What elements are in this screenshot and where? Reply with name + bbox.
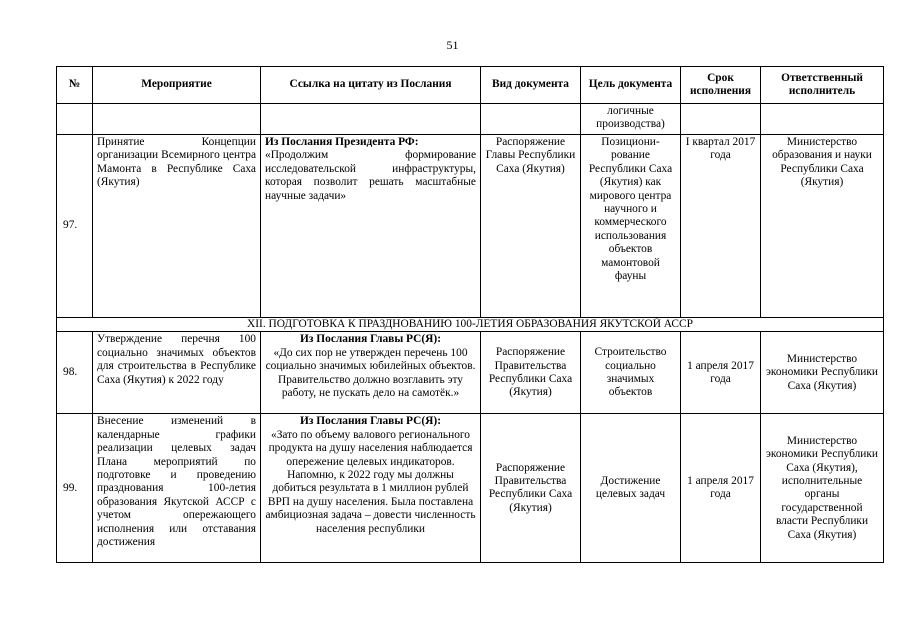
cell-doc-type: Распоряжение Главы Республики Саха (Якутия)	[481, 135, 581, 318]
quote-text: «До сих пор не утвержден перечень 100 социально значимых юбилейных объектов. Правительство должно возглавить эту работу, не пускать дело на самотёк.»	[265, 346, 476, 400]
cell-responsible: Министерство образования и науки Республики Саха (Якутия)	[761, 135, 884, 318]
cell-deadline: I квартал 2017 года	[681, 135, 761, 318]
cell-event: Принятие Концепции организации Всемирного центра Мамонта в Республике Саха (Якутия)	[93, 135, 261, 318]
cell-deadline: 1 апреля 2017 года	[681, 414, 761, 563]
quote-title: Из Послания Главы РС(Я):	[300, 333, 441, 346]
cell-goal: логичные производства)	[581, 104, 681, 135]
cell-goal: Достижение целевых задач	[581, 414, 681, 563]
cell-goal: Строительство социально значимых объектов	[581, 332, 681, 414]
cell-goal: Позициони- рование Республики Саха (Якутия) как мирового центра научного и коммерческого использования объектов мамонтовой фауны	[581, 135, 681, 318]
quote-text: «Продолжим формирование исследовательской инфраструктуры, которая позволит решать масштабные научные задачи»	[265, 149, 476, 202]
table-row-99	[57, 414, 884, 563]
table-row-continuation	[57, 104, 884, 135]
table-row-97	[57, 135, 884, 318]
cell-num: 99.	[57, 414, 93, 563]
quote-text: «Зато по объему валового регионального продукта на душу населения наблюдается опережение целевых индикаторов. Напомню, к 2022 году мы должны добиться результата в 1 миллион рублей ВРП на душу населения. Была поставлена амбициозная задача – довести численность населения республики	[265, 428, 476, 535]
cell-responsible	[761, 104, 884, 135]
cell-num	[57, 104, 93, 135]
cell-doc-type: Распоряжение Правительства Республики Саха (Якутия)	[481, 332, 581, 414]
quote-title: Из Послания Президента РФ:	[265, 136, 419, 148]
table-header-row	[57, 67, 884, 104]
quote-title: Из Послания Главы РС(Я):	[300, 415, 441, 428]
cell-quote	[261, 104, 481, 135]
section-title: XII. ПОДГОТОВКА К ПРАЗДНОВАНИЮ 100-ЛЕТИЯ ОБРАЗОВАНИЯ ЯКУТСКОЙ АССР	[57, 318, 884, 332]
cell-responsible: Министерство экономики Республики Саха (Якутия)	[761, 332, 884, 414]
table-row-98	[57, 332, 884, 414]
cell-num: 97.	[57, 135, 93, 318]
cell-quote	[261, 135, 481, 318]
header-goal: Цель документа	[581, 67, 681, 104]
cell-deadline	[681, 104, 761, 135]
header-quote: Ссылка на цитату из Послания	[261, 67, 481, 104]
cell-quote	[261, 414, 481, 563]
header-doc-type: Вид документа	[481, 67, 581, 104]
header-num: №	[57, 67, 93, 104]
section-row	[57, 318, 884, 332]
cell-deadline: 1 апреля 2017 года	[681, 332, 761, 414]
cell-num: 98.	[57, 332, 93, 414]
cell-quote	[261, 332, 481, 414]
header-deadline: Срок исполнения	[681, 67, 761, 104]
cell-doc-type: Распоряжение Правительства Республики Саха (Якутия)	[481, 414, 581, 563]
cell-event: Внесение изменений в календарные графики реализации целевых задач Плана мероприятий по подготовке и проведению празднования 100-летия образования Якутской АССР с учетом опережающего исполнения или отставания достижения	[93, 414, 261, 563]
cell-event: Утверждение перечня 100 социально значимых объектов для строительства в Республике Саха (Якутия) к 2022 году	[93, 332, 261, 414]
page-number: 51	[446, 38, 459, 52]
cell-event	[93, 104, 261, 135]
cell-doc-type	[481, 104, 581, 135]
action-plan-table	[56, 66, 884, 563]
header-event: Мероприятие	[93, 67, 261, 104]
header-responsible: Ответственный исполнитель	[761, 67, 884, 104]
cell-responsible: Министерство экономики Республики Саха (Якутия), исполнительные органы государственной власти Республики Саха (Якутия)	[761, 414, 884, 563]
